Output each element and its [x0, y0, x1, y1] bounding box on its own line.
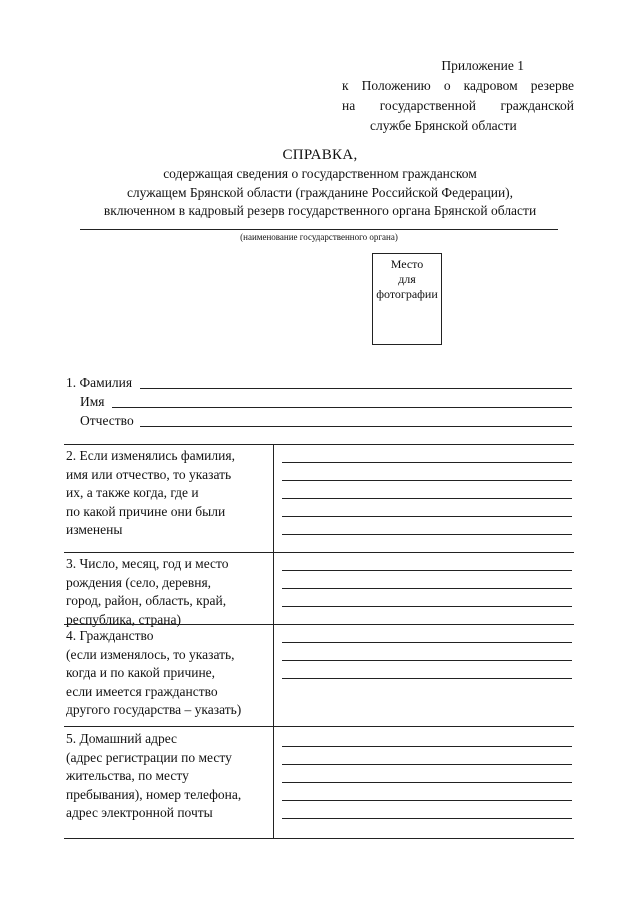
table-column-divider — [273, 444, 274, 839]
photo-label-3: фотографии — [376, 287, 438, 301]
section-2-answer-line-1[interactable] — [282, 462, 572, 463]
document-subtitle — [40, 165, 600, 221]
section-5-line-3: жительства, по месту — [66, 768, 189, 783]
first-name-field[interactable] — [112, 407, 572, 408]
section-5-label — [66, 730, 271, 823]
section-2-line-2: имя или отчество, то указать — [66, 466, 232, 482]
section-5-line-1: 5. Домашний адрес — [66, 731, 178, 746]
subtitle-line-1: содержащая сведения о государственном гражданском — [163, 166, 477, 181]
photo-label-1: Место — [390, 257, 424, 271]
photo-label-2: для — [398, 272, 416, 286]
section-4-line-1: 4. Гражданство — [66, 628, 154, 643]
section-4-label — [66, 627, 271, 720]
subtitle-line-3: включенном в кадровый резерв государственного органа Брянской области — [103, 203, 537, 218]
section-2-bottom-rule — [64, 552, 574, 553]
section-2-answer-line-5[interactable] — [282, 534, 572, 535]
section-3-line-1: 3. Число, месяц, год и место — [66, 556, 229, 571]
section-3-line-4: республика, страна) — [66, 611, 181, 627]
section-5-answer-line-1[interactable] — [282, 746, 572, 747]
section-2-line-1: 2. Если изменялись фамилия, — [66, 448, 235, 463]
section-5-line-4: пребывания), номер телефона, — [66, 786, 242, 802]
section-3-line-2: рождения (село, деревня, — [66, 574, 212, 590]
section-4-line-3: когда и по какой причине, — [66, 665, 216, 680]
appendix-line-2: к Положению о кадровом резерве — [342, 78, 574, 93]
section-2-answer-line-2[interactable] — [282, 480, 572, 481]
section-4-line-4: если имеется гражданство — [66, 683, 218, 699]
section-4-answer-line-3[interactable] — [282, 678, 572, 679]
org-name-caption: (наименование государственного органа) — [240, 232, 398, 242]
document-title: СПРАВКА, — [282, 147, 358, 163]
section-5-line-2: (адрес регистрации по месту — [66, 749, 232, 765]
section-5-answer-line-5[interactable] — [282, 818, 572, 819]
appendix-line-4: службе Брянской области — [370, 118, 517, 133]
patronymic-label: Отчество — [80, 413, 134, 428]
section-5-answer-line-4[interactable] — [282, 800, 572, 801]
appendix-line-3: на государственной гражданской — [342, 98, 574, 113]
section-4-answer-line-2[interactable] — [282, 660, 572, 661]
first-name-label: Имя — [80, 394, 105, 409]
section-3-label — [66, 555, 271, 629]
section-2-line-5: изменены — [66, 522, 123, 537]
section-4-line-5: другого государства – указать) — [66, 702, 242, 717]
section-4-bottom-rule — [64, 726, 574, 727]
section-3-bottom-rule — [64, 624, 574, 625]
org-name-line[interactable] — [80, 229, 558, 230]
surname-label: 1. Фамилия — [66, 375, 133, 390]
section-3-answer-line-1[interactable] — [282, 570, 572, 571]
photo-placeholder — [372, 253, 442, 345]
section-3-answer-line-3[interactable] — [282, 606, 572, 607]
table-top-rule — [64, 444, 574, 445]
section-3-line-3: город, район, область, край, — [66, 593, 227, 608]
section-2-label — [66, 447, 271, 540]
appendix-header — [342, 56, 574, 136]
section-2-line-4: по какой причине они были — [66, 503, 226, 519]
section-4-line-2: (если изменялось, то указать, — [66, 646, 235, 662]
surname-field[interactable] — [140, 388, 572, 389]
section-2-answer-line-4[interactable] — [282, 516, 572, 517]
section-3-answer-line-2[interactable] — [282, 588, 572, 589]
section-5-bottom-rule — [64, 838, 574, 839]
patronymic-field[interactable] — [140, 426, 572, 427]
section-2-answer-line-3[interactable] — [282, 498, 572, 499]
section-5-answer-line-3[interactable] — [282, 782, 572, 783]
appendix-line-1: Приложение 1 — [441, 58, 524, 73]
section-5-line-5: адрес электронной почты — [66, 805, 213, 820]
section-5-answer-line-2[interactable] — [282, 764, 572, 765]
section-4-answer-line-1[interactable] — [282, 642, 572, 643]
section-2-line-3: их, а также когда, где и — [66, 485, 199, 500]
subtitle-line-2: служащем Брянской области (гражданине Российской Федерации), — [126, 184, 514, 200]
